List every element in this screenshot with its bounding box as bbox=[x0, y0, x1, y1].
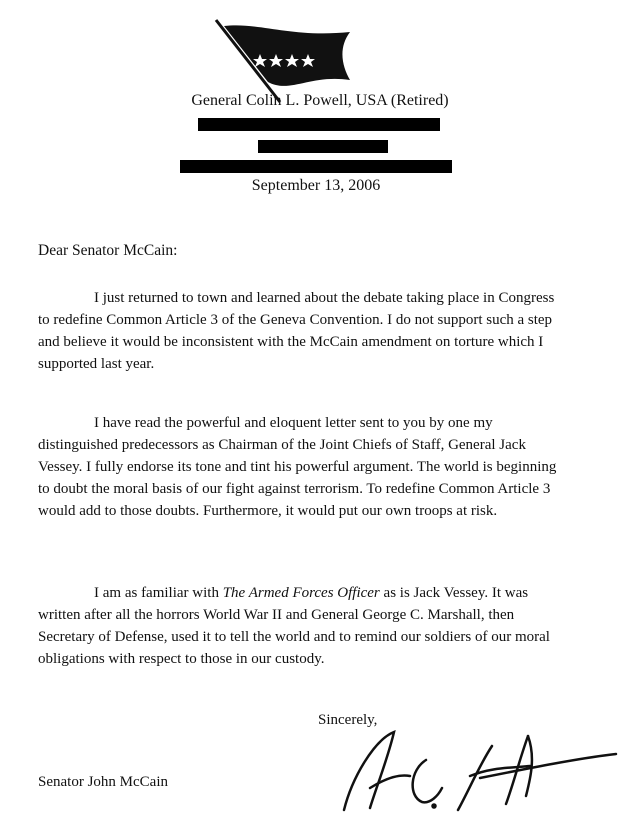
paragraph-2-text: I have read the powerful and eloquent letter sent to you by one my distinguished predecessors as Chairman of the Joint Chiefs of Staff, General Jack Vessey. I fully endorse its tone and tint his powerful argument. The world is beginning to doubt the moral basis of our fight against terrorism. To redefine Common Article 3 would add to those doubts. Furthermore, it would put our own troops at risk. bbox=[38, 415, 557, 519]
paragraph-2 bbox=[38, 412, 558, 522]
paragraph-3 bbox=[38, 582, 558, 670]
recipient-name: Senator John McCain bbox=[38, 774, 168, 790]
redacted-address-line-1 bbox=[198, 118, 440, 131]
letterhead-name: General Colin L. Powell, USA (Retired) bbox=[191, 92, 449, 109]
redacted-address-line-3 bbox=[180, 160, 452, 173]
handwritten-signature bbox=[330, 718, 620, 818]
paragraph-3-text-end: as is Jack Vessey. It was written after all the horrors World War II and General George C. Marshall, then Secretary of Defense, used it to tell the world and to remind our soldiers of our moral obligations with respect to those in our custody. bbox=[38, 585, 550, 667]
paragraph-1 bbox=[38, 287, 558, 375]
salutation: Dear Senator McCain: bbox=[38, 242, 178, 259]
paragraph-1-text: I just returned to town and learned about the debate taking place in Congress to redefine Common Article 3 of the Geneva Convention. I do not support such a step and believe it would be inconsistent with the McCain amendment on torture which I supported last year. bbox=[38, 290, 555, 372]
letter-date: September 13, 2006 bbox=[251, 177, 381, 194]
redacted-address-line-2 bbox=[258, 140, 388, 153]
paragraph-3-text-start: I am as familiar with bbox=[94, 585, 223, 601]
book-title: The Armed Forces Officer bbox=[222, 585, 380, 601]
closing: Sincerely, bbox=[318, 712, 378, 728]
